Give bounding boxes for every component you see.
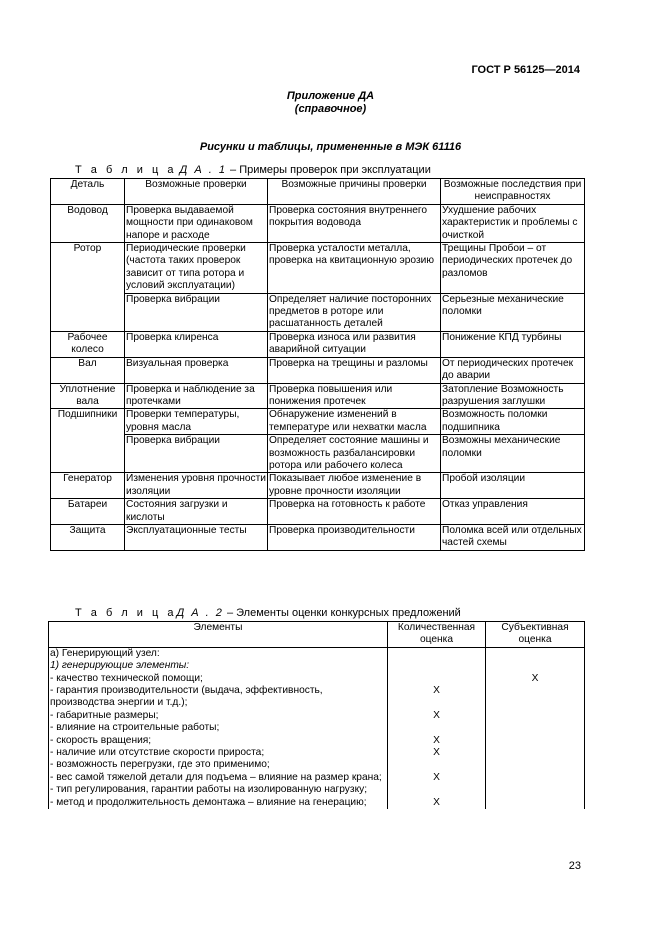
element-cell: - габаритные размеры; [49, 710, 388, 722]
cause-cell: Определяет наличие посторонних предметов в роторе или расшатанность деталей [268, 293, 441, 331]
check-cell: Периодические проверки (частота таких проверок зависит от типа ротора и условий эксплуатации) [125, 243, 268, 294]
element-cell: - тип регулирования, гарантии работы на изолированную нагрузку; [49, 784, 388, 796]
table-row [49, 647, 585, 660]
subjective-cell [486, 735, 585, 747]
subjective-cell: X [486, 673, 585, 685]
cause-cell: Определяет состояние машины и возможность разбалансировки ротора или рабочего колеса [268, 435, 441, 473]
effect-cell: Возможность поломки подшипника [441, 409, 585, 435]
column-header: Количественная оценка [388, 622, 486, 648]
cause-cell: Проверка износа или развития аварийной ситуации [268, 331, 441, 357]
part-cell: Генератор [51, 473, 125, 499]
cause-cell: Проверка повышения или понижения протечек [268, 383, 441, 409]
effect-cell: От периодических протечек до аварии [441, 357, 585, 383]
subjective-cell [486, 784, 585, 796]
cause-cell: Обнаружение изменений в температуре или нехватки масла [268, 409, 441, 435]
check-cell: Проверки температуры, уровня масла [125, 409, 268, 435]
element-cell: - качество технической помощи; [49, 673, 388, 685]
effect-cell: Пробой изоляции [441, 473, 585, 499]
subjective-cell [486, 722, 585, 734]
subjective-cell [486, 647, 585, 660]
check-cell: Проверка вибрации [125, 435, 268, 473]
table-header-row [49, 622, 585, 648]
table-row [51, 383, 585, 409]
check-cell: Изменения уровня прочности изоляции [126, 473, 266, 497]
cause-cell: Проверка на готовность к работе [268, 499, 441, 525]
effect-cell: Возможны механические поломки [441, 435, 585, 473]
table2-caption-number: Д А . 2 [176, 607, 224, 619]
subjective-cell [486, 772, 585, 784]
effect-cell: Трещины Пробои – от периодических протечек до разломов [441, 243, 585, 294]
quantitative-cell: X [388, 735, 486, 747]
element-cell: - наличие или отсутствие скорости прироста; [49, 747, 388, 759]
table-row [49, 685, 585, 710]
inspection-table [50, 178, 585, 551]
table-row [51, 357, 585, 383]
table-row [49, 722, 585, 734]
effect-cell: Отказ управления [441, 499, 585, 525]
table1-caption-text: – Примеры проверок при эксплуатации [226, 164, 431, 176]
evaluation-table [48, 621, 585, 809]
effect-cell: Поломка всей или отдельных частей схемы [441, 524, 585, 550]
table1-caption-label: Т а б л и ц а [75, 164, 177, 176]
effect-cell: Ухудшение рабочих характеристик и проблемы с очисткой [441, 204, 585, 242]
column-header: Возможные последствия при неисправностях [441, 179, 585, 205]
table-row [49, 710, 585, 722]
quantitative-cell: X [388, 685, 486, 710]
element-cell-italic: 1) генерирующие элементы: [50, 660, 190, 672]
element-cell [49, 660, 388, 672]
table-row [51, 435, 585, 473]
table1-caption-number: Д А . 1 [179, 164, 227, 176]
element-cell: - возможность перегрузки, где это применимо; [49, 759, 388, 771]
table-row [51, 331, 585, 357]
table-row [51, 409, 585, 435]
quantitative-cell: X [388, 772, 486, 784]
check-cell: Проверка выдаваемой мощности при одинаковом напоре и расходе [125, 204, 268, 242]
appendix-subtitle: (справочное) [294, 103, 367, 115]
table2-caption-label: Т а б л и ц а [75, 607, 177, 619]
column-header: Деталь [51, 179, 125, 205]
table-row [49, 784, 585, 796]
table-row [49, 797, 585, 809]
part-cell: Подшипники [51, 409, 125, 473]
table-row [49, 660, 585, 672]
table-row [51, 499, 585, 525]
quantitative-cell [388, 722, 486, 734]
element-cell: - влияние на строительные работы; [49, 722, 388, 734]
part-cell: Рабочее колесо [51, 331, 125, 357]
table-row [49, 772, 585, 784]
subjective-cell [486, 710, 585, 722]
page-number: 23 [568, 860, 581, 872]
element-cell: а) Генерирующий узел: [49, 647, 388, 660]
element-cell: - гарантия производительности (выдача, эффективность, производства энергии и т.д.); [49, 685, 388, 710]
element-cell: - вес самой тяжелой детали для подъема – влияние на размер крана; [49, 772, 388, 784]
table-row [51, 524, 585, 550]
part-cell: Батареи [51, 499, 125, 525]
part-cell: Ротор [51, 243, 125, 332]
quantitative-cell [388, 660, 486, 672]
quantitative-cell: X [388, 797, 486, 809]
table-row [49, 673, 585, 685]
effect-cell: Затопление Возможность разрушения заглушки [441, 383, 585, 409]
subjective-cell [486, 660, 585, 672]
part-cell: Вал [51, 357, 125, 383]
check-cell: Проверка и наблюдение за протечками [125, 383, 268, 409]
cause-cell: Проверка на трещины и разломы [268, 357, 441, 383]
cause-cell: Проверка производительности [268, 524, 441, 550]
part-cell: Водовод [51, 204, 125, 242]
quantitative-cell: X [388, 747, 486, 759]
element-cell: - метод и продолжительность демонтажа – влияние на генерацию; [49, 797, 388, 809]
table-header-row [51, 179, 585, 205]
quantitative-cell [388, 759, 486, 771]
table-row [51, 473, 585, 499]
check-cell: Визуальная проверка [125, 357, 268, 383]
subjective-cell [486, 747, 585, 759]
section-title: Рисунки и таблицы, примененные в МЭК 61116 [199, 141, 462, 153]
table-row [49, 759, 585, 771]
check-cell: Проверка клиренса [125, 331, 268, 357]
effect-cell: Серьезные механические поломки [441, 293, 585, 331]
check-cell: Эксплуатационные тесты [125, 524, 268, 550]
part-cell: Защита [51, 524, 125, 550]
column-header: Субъективная оценка [486, 622, 585, 648]
subjective-cell [486, 685, 585, 710]
appendix-heading [0, 90, 661, 116]
cause-cell: Проверка усталости металла, проверка на квитационную эрозию [268, 243, 441, 294]
check-cell: Проверка вибрации [125, 293, 268, 331]
column-header: Возможные причины проверки [268, 179, 441, 205]
table-row [51, 204, 585, 242]
cause-cell: Показывает любое изменение в уровне прочности изоляции [268, 473, 441, 499]
column-header: Элементы [49, 622, 388, 648]
table1-caption [75, 164, 431, 176]
table-row [49, 747, 585, 759]
part-cell: Уплотнение вала [51, 383, 125, 409]
effect-cell: Понижение КПД турбины [441, 331, 585, 357]
cause-cell: Проверка состояния внутреннего покрытия водовода [268, 204, 441, 242]
table2-caption [75, 607, 461, 619]
quantitative-cell: X [388, 710, 486, 722]
standard-number: ГОСТ Р 56125—2014 [471, 64, 580, 76]
table-row [51, 243, 585, 294]
quantitative-cell [388, 647, 486, 660]
table2-caption-text: – Элементы оценки конкурсных предложений [223, 607, 461, 619]
column-header: Возможные проверки [125, 179, 268, 205]
table-row [51, 293, 585, 331]
appendix-title: Приложение ДА [286, 90, 375, 102]
quantitative-cell [388, 673, 486, 685]
table-row [49, 735, 585, 747]
subjective-cell [486, 797, 585, 809]
subjective-cell [486, 759, 585, 771]
element-cell: - скорость вращения; [49, 735, 388, 747]
check-cell: Состояния загрузки и кислоты [125, 499, 268, 525]
quantitative-cell [388, 784, 486, 796]
